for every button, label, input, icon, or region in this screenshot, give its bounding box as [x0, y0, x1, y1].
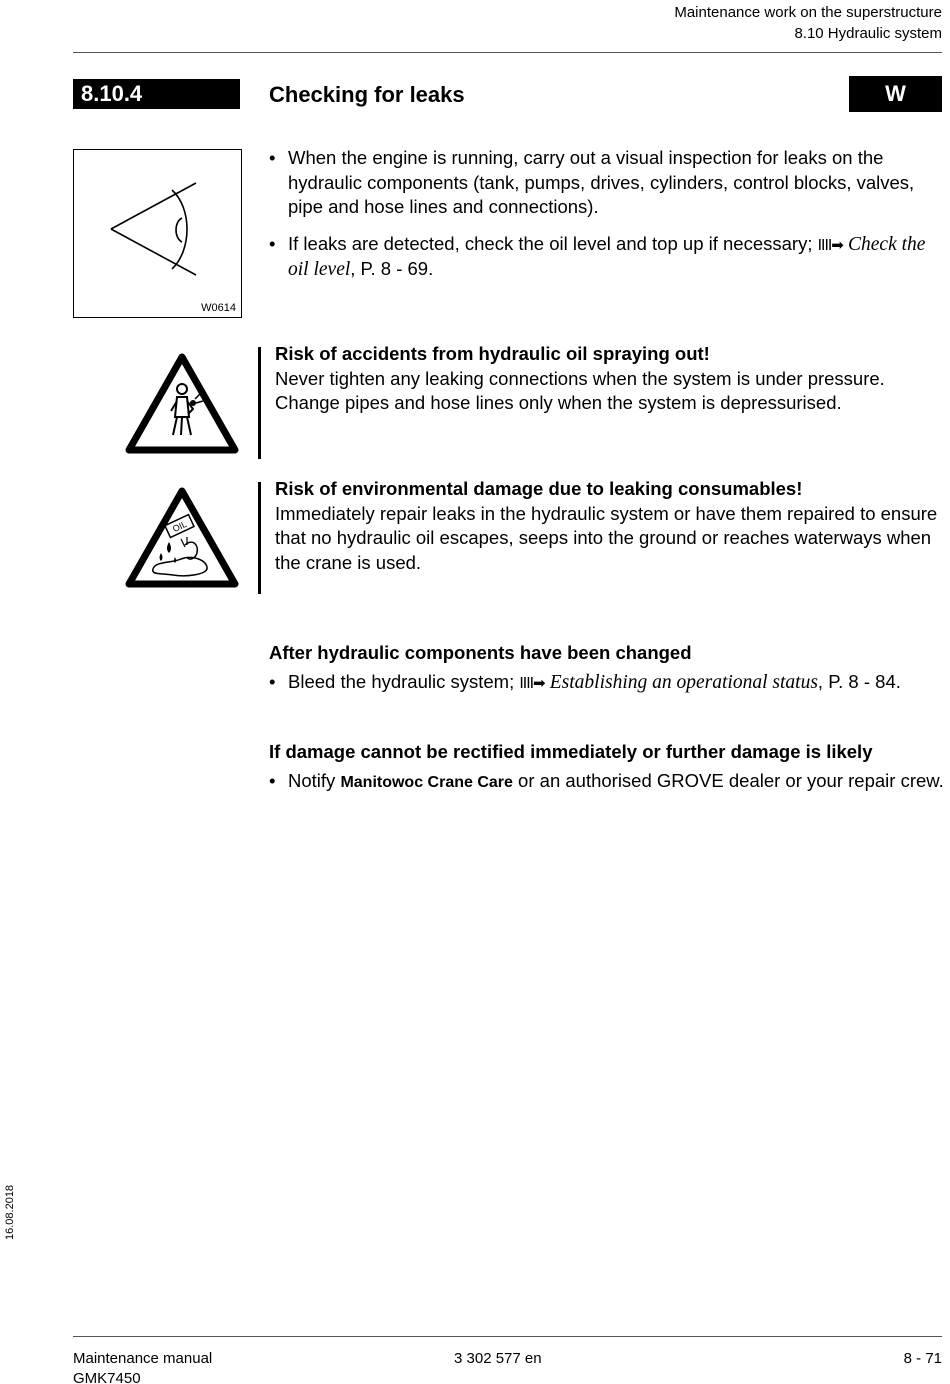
warning-bar: [258, 347, 261, 459]
header-rule: [73, 52, 942, 53]
oil-spray-warning-icon: [125, 353, 239, 460]
bullet-dot: •: [269, 147, 276, 168]
brand-name: Manitowoc Crane Care: [340, 774, 513, 791]
warning-body: Never tighten any leaking connections when the system is under pressure. Change pipes and hose lines only when the system is depressurised.: [275, 367, 885, 413]
side-date: 16.08.2018: [4, 1184, 16, 1240]
warning-body: Immediately repair leaks in the hydraulic system or have them repaired to ensure that no hydraulic oil escapes, seeps into the ground or reaches waterways when the crane is used.: [275, 502, 938, 573]
warning-bar: [258, 482, 261, 594]
footer-page-number: 8 - 71: [903, 1350, 942, 1367]
after-change-heading: After hydraulic components have been changed: [269, 642, 692, 663]
eye-inspection-icon: [74, 150, 243, 319]
footer-manual: Maintenance manual: [73, 1350, 213, 1367]
list-item: [269, 232, 944, 283]
bullet-dot: •: [269, 232, 276, 254]
list-item: [269, 769, 944, 796]
bullet-text-suffix: , P. 8 - 84.: [817, 671, 901, 692]
header-chapter: Maintenance work on the superstructure: [674, 4, 942, 21]
damage-list: [269, 769, 944, 796]
section-title: Checking for leaks: [269, 82, 465, 107]
bullet-text: Notify: [288, 770, 341, 791]
bullet-dot: •: [269, 671, 276, 692]
warning-accident: [275, 342, 947, 416]
warning-title: Risk of accidents from hydraulic oil spraying out!: [275, 343, 710, 364]
footer-model: GMK7450: [73, 1370, 141, 1384]
section-number: 8.10.4: [73, 79, 240, 109]
bullet-text: If leaks are detected, check the oil level and top up if necessary;: [288, 232, 818, 254]
interval-badge: W: [849, 76, 942, 112]
running-header: [674, 2, 942, 44]
bullet-dot: •: [269, 770, 276, 791]
footer-doc-number: 3 302 577 en: [454, 1350, 542, 1367]
header-section: 8.10 Hydraulic system: [794, 25, 942, 42]
environmental-damage-warning-icon: [125, 487, 239, 594]
figure-box: [73, 149, 242, 318]
bullet-text-suffix: or an authorised GROVE dealer or your repair crew.: [512, 770, 944, 791]
bullet-text: When the engine is running, carry out a visual inspection for leaks on the hydraulic components (tank, pumps, drives, cylinders, control blocks, valves, pipe and hose lines and connections).: [288, 147, 915, 217]
list-item: [269, 670, 944, 696]
footer-left: [73, 1349, 212, 1384]
warning-title: Risk of environmental damage due to leaking consumables!: [275, 478, 803, 499]
list-item: [269, 146, 944, 220]
bullet-text-suffix: , P. 8 - 69.: [350, 258, 434, 279]
cross-reference-arrow-icon: IIII➡: [519, 674, 545, 692]
cross-reference-arrow-icon: IIII➡: [817, 235, 843, 254]
damage-heading: If damage cannot be rectified immediately or further damage is likely: [269, 741, 873, 762]
after-change-list: [269, 670, 944, 696]
cross-reference-link[interactable]: Check the oil level: [288, 233, 926, 280]
figure-code: W0614: [201, 302, 236, 314]
footer-rule: [73, 1336, 942, 1337]
oil-can-label: OIL: [170, 518, 189, 535]
cross-reference-link[interactable]: Establishing an operational status: [549, 672, 818, 693]
main-bullet-list: [269, 146, 944, 283]
bullet-text: Bleed the hydraulic system;: [288, 671, 520, 692]
warning-environment: [275, 477, 947, 575]
